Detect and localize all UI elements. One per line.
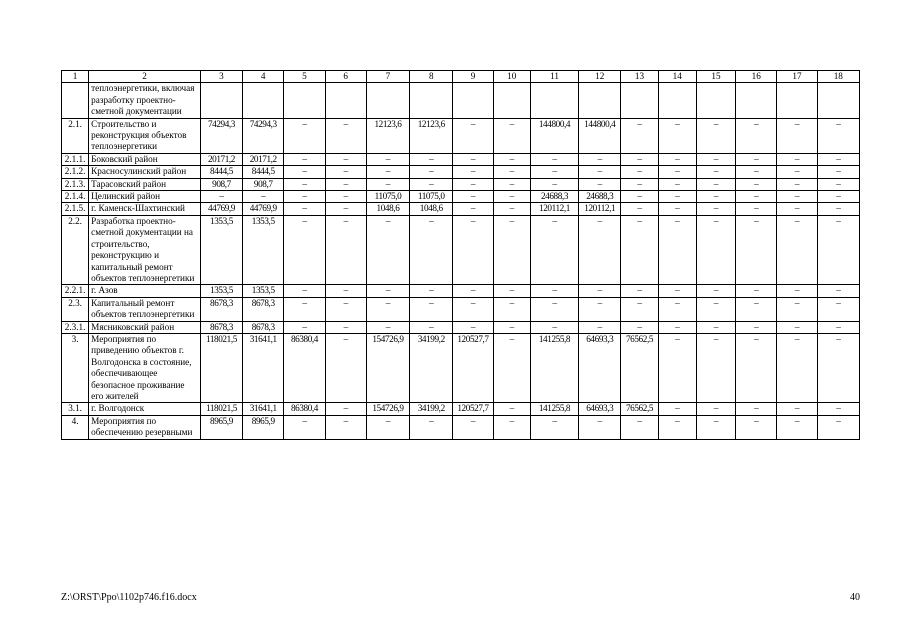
value-cell: – bbox=[325, 178, 366, 190]
value-cell: – bbox=[736, 118, 777, 153]
value-cell: – bbox=[658, 403, 696, 415]
value-cell: – bbox=[696, 153, 735, 165]
value-cell: – bbox=[493, 297, 530, 321]
value-cell: – bbox=[493, 203, 530, 215]
value-cell: – bbox=[284, 178, 325, 190]
row-name: Целинский район bbox=[89, 191, 201, 203]
value-cell bbox=[530, 83, 578, 118]
value-cell: – bbox=[530, 297, 578, 321]
column-header: 5 bbox=[284, 71, 325, 83]
value-cell: – bbox=[325, 153, 366, 165]
table-row bbox=[62, 191, 860, 203]
value-cell: 11075,0 bbox=[366, 191, 409, 203]
row-name: Мероприятия по обеспечению резервными bbox=[89, 415, 201, 439]
value-cell: – bbox=[579, 285, 621, 297]
value-cell: – bbox=[284, 203, 325, 215]
value-cell: 144800,4 bbox=[579, 118, 621, 153]
value-cell: – bbox=[453, 297, 493, 321]
value-cell: – bbox=[736, 215, 777, 284]
value-cell: – bbox=[658, 297, 696, 321]
value-cell: – bbox=[243, 191, 284, 203]
value-cell: – bbox=[696, 166, 735, 178]
value-cell: 12123,6 bbox=[366, 118, 409, 153]
value-cell: – bbox=[410, 153, 453, 165]
value-cell: 34199,2 bbox=[410, 403, 453, 415]
value-cell: – bbox=[366, 166, 409, 178]
value-cell: 8444,5 bbox=[200, 166, 242, 178]
row-number: 2.1.5. bbox=[62, 203, 89, 215]
value-cell: 44769,9 bbox=[243, 203, 284, 215]
value-cell: – bbox=[284, 285, 325, 297]
budget-table bbox=[61, 70, 860, 440]
value-cell: 908,7 bbox=[200, 178, 242, 190]
value-cell: – bbox=[658, 215, 696, 284]
table-row bbox=[62, 415, 860, 439]
value-cell: 74294,3 bbox=[243, 118, 284, 153]
value-cell: – bbox=[493, 403, 530, 415]
value-cell: – bbox=[493, 166, 530, 178]
value-cell: – bbox=[817, 118, 859, 153]
table-row bbox=[62, 153, 860, 165]
column-header: 2 bbox=[89, 71, 201, 83]
value-cell: – bbox=[817, 153, 859, 165]
value-cell: – bbox=[658, 333, 696, 402]
value-cell: – bbox=[366, 215, 409, 284]
value-cell: 1353,5 bbox=[200, 215, 242, 284]
value-cell: – bbox=[453, 285, 493, 297]
value-cell: – bbox=[453, 178, 493, 190]
value-cell: – bbox=[696, 178, 735, 190]
value-cell: – bbox=[453, 215, 493, 284]
value-cell: – bbox=[817, 191, 859, 203]
value-cell: – bbox=[658, 178, 696, 190]
value-cell: 64693,3 bbox=[579, 403, 621, 415]
row-number: 2.3.1. bbox=[62, 321, 89, 333]
value-cell: – bbox=[736, 403, 777, 415]
value-cell: – bbox=[696, 415, 735, 439]
row-number: 4. bbox=[62, 415, 89, 439]
value-cell: 141255,8 bbox=[530, 333, 578, 402]
value-cell: – bbox=[621, 215, 658, 284]
row-number: 2.1. bbox=[62, 118, 89, 153]
value-cell: – bbox=[621, 203, 658, 215]
value-cell: – bbox=[817, 285, 859, 297]
row-name: Мероприятия по приведению объектов г. Волгодонска в состояние, обеспечивающее безопасное проживание его жителей bbox=[89, 333, 201, 402]
row-number: 2.2. bbox=[62, 215, 89, 284]
row-name: Мясниковский район bbox=[89, 321, 201, 333]
value-cell: 120527,7 bbox=[453, 333, 493, 402]
value-cell: – bbox=[658, 285, 696, 297]
value-cell: 141255,8 bbox=[530, 403, 578, 415]
value-cell: 120527,7 bbox=[453, 403, 493, 415]
value-cell: – bbox=[530, 178, 578, 190]
value-cell: – bbox=[579, 297, 621, 321]
value-cell: 120112,1 bbox=[579, 203, 621, 215]
value-cell bbox=[284, 83, 325, 118]
row-name: г. Каменск-Шахтинский bbox=[89, 203, 201, 215]
value-cell: – bbox=[777, 191, 817, 203]
row-number: 2.1.2. bbox=[62, 166, 89, 178]
value-cell: – bbox=[410, 285, 453, 297]
value-cell: – bbox=[453, 118, 493, 153]
value-cell: – bbox=[453, 153, 493, 165]
value-cell bbox=[658, 83, 696, 118]
value-cell: – bbox=[621, 191, 658, 203]
value-cell: – bbox=[493, 215, 530, 284]
value-cell: – bbox=[777, 297, 817, 321]
row-name: г. Азов bbox=[89, 285, 201, 297]
value-cell: 11075,0 bbox=[410, 191, 453, 203]
value-cell: – bbox=[493, 333, 530, 402]
value-cell: – bbox=[200, 191, 242, 203]
row-number bbox=[62, 83, 89, 118]
value-cell: – bbox=[696, 297, 735, 321]
value-cell: – bbox=[410, 166, 453, 178]
table-row bbox=[62, 333, 860, 402]
value-cell: – bbox=[817, 415, 859, 439]
table-row bbox=[62, 403, 860, 415]
table-row bbox=[62, 178, 860, 190]
table-row bbox=[62, 321, 860, 333]
value-cell: – bbox=[325, 333, 366, 402]
table-row bbox=[62, 83, 860, 118]
column-header: 1 bbox=[62, 71, 89, 83]
value-cell: 120112,1 bbox=[530, 203, 578, 215]
value-cell: – bbox=[366, 321, 409, 333]
value-cell: 20171,2 bbox=[200, 153, 242, 165]
value-cell: – bbox=[658, 153, 696, 165]
column-header: 9 bbox=[453, 71, 493, 83]
value-cell: – bbox=[696, 191, 735, 203]
row-number: 3. bbox=[62, 333, 89, 402]
row-name: Боковский район bbox=[89, 153, 201, 165]
value-cell: – bbox=[777, 203, 817, 215]
value-cell: – bbox=[736, 178, 777, 190]
value-cell: – bbox=[777, 178, 817, 190]
value-cell: 154726,9 bbox=[366, 333, 409, 402]
value-cell: – bbox=[453, 191, 493, 203]
value-cell: 31641,1 bbox=[243, 333, 284, 402]
row-name: Красносулинский район bbox=[89, 166, 201, 178]
row-name: Разработка проектно-сметной документации на строительство, реконструкцию и капитальный ремонт объектов теплоэнергетики bbox=[89, 215, 201, 284]
value-cell: – bbox=[736, 191, 777, 203]
value-cell: – bbox=[530, 215, 578, 284]
value-cell: – bbox=[658, 118, 696, 153]
row-name: Строительство и реконструкция объектов теплоэнергетики bbox=[89, 118, 201, 153]
value-cell: 24688,3 bbox=[530, 191, 578, 203]
row-number: 2.3. bbox=[62, 297, 89, 321]
value-cell: – bbox=[621, 285, 658, 297]
value-cell: – bbox=[696, 118, 735, 153]
value-cell: 1353,5 bbox=[243, 215, 284, 284]
value-cell: – bbox=[777, 333, 817, 402]
value-cell: 8965,9 bbox=[243, 415, 284, 439]
value-cell bbox=[621, 83, 658, 118]
row-number: 3.1. bbox=[62, 403, 89, 415]
value-cell: – bbox=[284, 321, 325, 333]
value-cell: – bbox=[817, 321, 859, 333]
value-cell: – bbox=[658, 166, 696, 178]
value-cell: – bbox=[366, 297, 409, 321]
value-cell bbox=[777, 83, 817, 118]
value-cell: – bbox=[817, 215, 859, 284]
value-cell: 76562,5 bbox=[621, 333, 658, 402]
column-header: 3 bbox=[200, 71, 242, 83]
row-name: Капитальный ремонт объектов теплоэнергетики bbox=[89, 297, 201, 321]
value-cell: – bbox=[579, 415, 621, 439]
value-cell bbox=[736, 83, 777, 118]
value-cell: 118021,5 bbox=[200, 403, 242, 415]
value-cell: 24688,3 bbox=[579, 191, 621, 203]
value-cell: – bbox=[284, 153, 325, 165]
value-cell: 31641,1 bbox=[243, 403, 284, 415]
value-cell: – bbox=[696, 333, 735, 402]
value-cell: 8678,3 bbox=[243, 321, 284, 333]
value-cell: 1353,5 bbox=[200, 285, 242, 297]
value-cell: – bbox=[621, 297, 658, 321]
document-path: Z:\ORST\Ppo\1102p746.f16.docx bbox=[61, 592, 197, 603]
value-cell: – bbox=[777, 415, 817, 439]
value-cell: 76562,5 bbox=[621, 403, 658, 415]
value-cell: 118021,5 bbox=[200, 333, 242, 402]
value-cell: – bbox=[777, 153, 817, 165]
value-cell bbox=[453, 83, 493, 118]
value-cell: – bbox=[736, 153, 777, 165]
value-cell: – bbox=[325, 118, 366, 153]
value-cell: – bbox=[817, 403, 859, 415]
value-cell: – bbox=[284, 415, 325, 439]
value-cell: 908,7 bbox=[243, 178, 284, 190]
value-cell: – bbox=[696, 203, 735, 215]
value-cell: 8444,5 bbox=[243, 166, 284, 178]
value-cell: – bbox=[736, 415, 777, 439]
value-cell: 8678,3 bbox=[243, 297, 284, 321]
value-cell: – bbox=[621, 415, 658, 439]
value-cell: – bbox=[366, 178, 409, 190]
column-header: 4 bbox=[243, 71, 284, 83]
value-cell: – bbox=[325, 321, 366, 333]
value-cell: – bbox=[658, 321, 696, 333]
value-cell: – bbox=[696, 321, 735, 333]
column-header: 11 bbox=[530, 71, 578, 83]
value-cell: – bbox=[736, 166, 777, 178]
value-cell: – bbox=[817, 166, 859, 178]
value-cell: – bbox=[325, 285, 366, 297]
table-row bbox=[62, 215, 860, 284]
value-cell: – bbox=[325, 166, 366, 178]
value-cell: – bbox=[658, 415, 696, 439]
value-cell: – bbox=[817, 297, 859, 321]
value-cell bbox=[493, 83, 530, 118]
column-header: 6 bbox=[325, 71, 366, 83]
value-cell: 12123,6 bbox=[410, 118, 453, 153]
value-cell: – bbox=[777, 285, 817, 297]
value-cell: – bbox=[493, 153, 530, 165]
value-cell: – bbox=[530, 285, 578, 297]
value-cell bbox=[325, 83, 366, 118]
value-cell: – bbox=[410, 321, 453, 333]
value-cell: – bbox=[736, 321, 777, 333]
value-cell: – bbox=[493, 118, 530, 153]
value-cell: – bbox=[658, 203, 696, 215]
value-cell: – bbox=[621, 166, 658, 178]
value-cell: 8678,3 bbox=[200, 321, 242, 333]
value-cell: 1353,5 bbox=[243, 285, 284, 297]
value-cell: – bbox=[530, 321, 578, 333]
value-cell bbox=[366, 83, 409, 118]
value-cell: – bbox=[325, 415, 366, 439]
value-cell: – bbox=[453, 415, 493, 439]
value-cell: – bbox=[530, 166, 578, 178]
table-row bbox=[62, 285, 860, 297]
value-cell: – bbox=[325, 215, 366, 284]
value-cell: – bbox=[777, 118, 817, 153]
row-number: 2.1.1. bbox=[62, 153, 89, 165]
value-cell bbox=[579, 83, 621, 118]
value-cell: 64693,3 bbox=[579, 333, 621, 402]
value-cell bbox=[817, 83, 859, 118]
value-cell: – bbox=[410, 415, 453, 439]
value-cell: – bbox=[621, 118, 658, 153]
value-cell: – bbox=[736, 203, 777, 215]
column-header: 10 bbox=[493, 71, 530, 83]
row-number: 2.2.1. bbox=[62, 285, 89, 297]
value-cell: – bbox=[579, 166, 621, 178]
value-cell: – bbox=[493, 178, 530, 190]
value-cell: 8678,3 bbox=[200, 297, 242, 321]
value-cell: – bbox=[696, 285, 735, 297]
value-cell: – bbox=[777, 321, 817, 333]
value-cell: – bbox=[493, 285, 530, 297]
value-cell bbox=[696, 83, 735, 118]
value-cell: – bbox=[366, 153, 409, 165]
row-number: 2.1.3. bbox=[62, 178, 89, 190]
value-cell: – bbox=[817, 178, 859, 190]
value-cell: 44769,9 bbox=[200, 203, 242, 215]
column-header: 13 bbox=[621, 71, 658, 83]
table-row bbox=[62, 297, 860, 321]
value-cell: – bbox=[530, 415, 578, 439]
value-cell: – bbox=[817, 203, 859, 215]
value-cell bbox=[243, 83, 284, 118]
value-cell: – bbox=[579, 178, 621, 190]
value-cell: – bbox=[696, 403, 735, 415]
value-cell: – bbox=[777, 215, 817, 284]
column-header: 18 bbox=[817, 71, 859, 83]
value-cell: 20171,2 bbox=[243, 153, 284, 165]
row-number: 2.1.4. bbox=[62, 191, 89, 203]
value-cell: – bbox=[325, 297, 366, 321]
value-cell: 34199,2 bbox=[410, 333, 453, 402]
column-header: 12 bbox=[579, 71, 621, 83]
value-cell: – bbox=[410, 178, 453, 190]
column-header: 8 bbox=[410, 71, 453, 83]
column-header: 7 bbox=[366, 71, 409, 83]
table-row bbox=[62, 203, 860, 215]
value-cell: – bbox=[777, 166, 817, 178]
value-cell: – bbox=[736, 297, 777, 321]
value-cell: – bbox=[284, 118, 325, 153]
column-header: 16 bbox=[736, 71, 777, 83]
value-cell: – bbox=[777, 403, 817, 415]
value-cell: 74294,3 bbox=[200, 118, 242, 153]
value-cell: – bbox=[621, 321, 658, 333]
value-cell: – bbox=[621, 178, 658, 190]
row-name: Тарасовский район bbox=[89, 178, 201, 190]
value-cell: – bbox=[736, 333, 777, 402]
header-row bbox=[62, 71, 860, 83]
column-header: 14 bbox=[658, 71, 696, 83]
value-cell: – bbox=[284, 166, 325, 178]
value-cell: 8965,9 bbox=[200, 415, 242, 439]
value-cell: – bbox=[579, 153, 621, 165]
value-cell: – bbox=[325, 403, 366, 415]
value-cell: – bbox=[284, 215, 325, 284]
table-row bbox=[62, 118, 860, 153]
value-cell: – bbox=[284, 297, 325, 321]
value-cell: 1048,6 bbox=[366, 203, 409, 215]
value-cell: – bbox=[493, 321, 530, 333]
value-cell: – bbox=[366, 415, 409, 439]
value-cell: – bbox=[325, 203, 366, 215]
value-cell: – bbox=[410, 215, 453, 284]
value-cell: – bbox=[453, 203, 493, 215]
value-cell: – bbox=[621, 153, 658, 165]
value-cell: – bbox=[453, 166, 493, 178]
value-cell: – bbox=[493, 191, 530, 203]
value-cell bbox=[410, 83, 453, 118]
value-cell: – bbox=[366, 285, 409, 297]
value-cell bbox=[200, 83, 242, 118]
row-name: теплоэнергетики, включая разработку проектно-сметной документации bbox=[89, 83, 201, 118]
value-cell: – bbox=[736, 285, 777, 297]
value-cell: 86380,4 bbox=[284, 403, 325, 415]
value-cell: – bbox=[817, 333, 859, 402]
column-header: 15 bbox=[696, 71, 735, 83]
value-cell: – bbox=[658, 191, 696, 203]
value-cell: – bbox=[579, 321, 621, 333]
column-header: 17 bbox=[777, 71, 817, 83]
value-cell: – bbox=[579, 215, 621, 284]
page-number: 40 bbox=[850, 592, 860, 603]
value-cell: – bbox=[284, 191, 325, 203]
row-name: г. Волгодонск bbox=[89, 403, 201, 415]
table-row bbox=[62, 166, 860, 178]
value-cell: 86380,4 bbox=[284, 333, 325, 402]
value-cell: – bbox=[530, 153, 578, 165]
value-cell: 154726,9 bbox=[366, 403, 409, 415]
value-cell: 1048,6 bbox=[410, 203, 453, 215]
value-cell: – bbox=[696, 215, 735, 284]
value-cell: – bbox=[493, 415, 530, 439]
value-cell: – bbox=[453, 321, 493, 333]
value-cell: 144800,4 bbox=[530, 118, 578, 153]
value-cell: – bbox=[410, 297, 453, 321]
value-cell: – bbox=[325, 191, 366, 203]
